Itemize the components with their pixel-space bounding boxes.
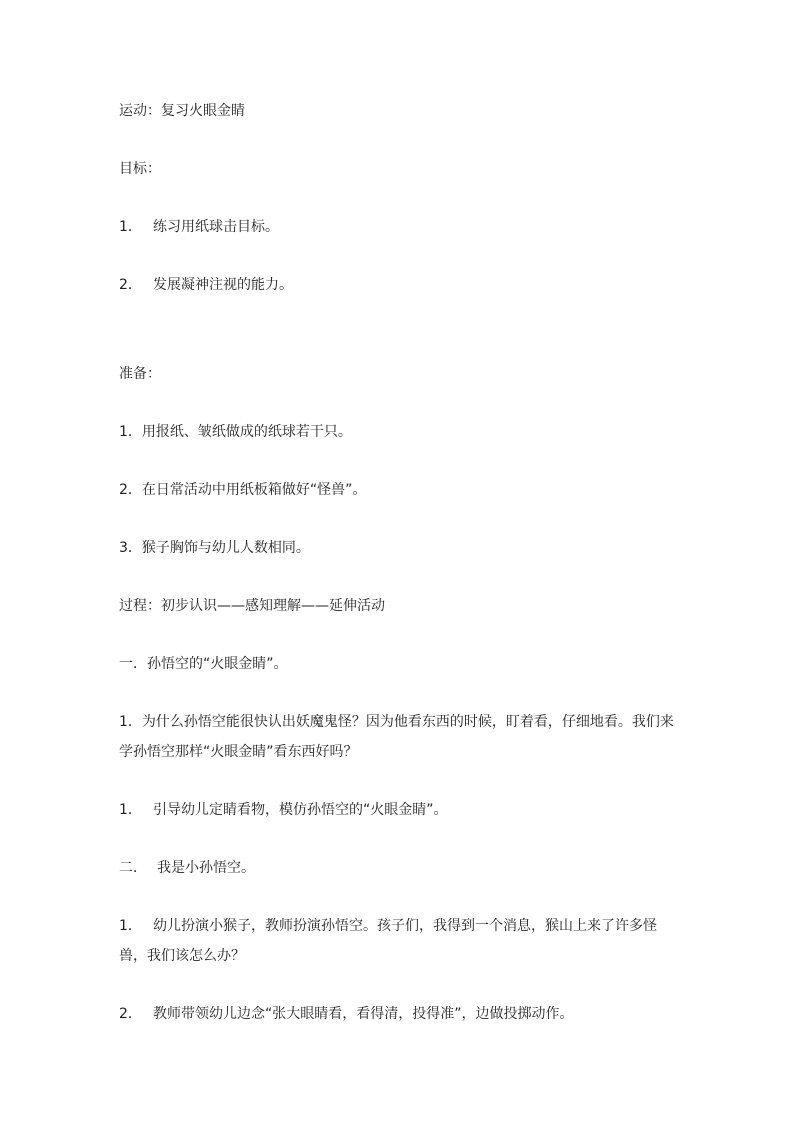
process-heading: 过程：初步认识——感知理解——延伸活动	[119, 598, 385, 614]
goal-item-text: 练习用纸球击目标。	[153, 219, 279, 235]
section-title-number: 二．	[119, 860, 147, 876]
goal-item	[119, 218, 679, 236]
section-item-text: 教师带领幼儿边念“张大眼睛看，看得清，投得准”，边做投掷动作。	[153, 1006, 574, 1022]
section-item-text: 幼儿扮演小猴子，教师扮演孙悟空。孩子们，我得到一个消息，猴山上来了许多怪兽，我们该怎么办？	[119, 918, 657, 964]
section-item-number: 1．	[119, 918, 142, 934]
prep-item: 2．在日常活动中用纸板箱做好“怪兽”。	[119, 482, 367, 498]
section-item-number: 1．	[119, 802, 142, 818]
goal-heading: 目标：	[119, 161, 161, 177]
section-item	[119, 1005, 679, 1023]
section-item-text: 引导幼儿定睛看物，模仿孙悟空的“火眼金睛”。	[153, 802, 448, 818]
section-paragraph	[119, 911, 679, 971]
prep-item: 3．猴子胸饰与幼儿人数相同。	[119, 540, 310, 556]
section-title-text: 我是小孙悟空。	[157, 860, 255, 876]
section-item	[119, 801, 679, 819]
goal-item-text: 发展凝神注视的能力。	[153, 277, 293, 293]
prep-heading: 准备：	[119, 366, 161, 382]
section-title: 一．孙悟空的“火眼金睛”。	[119, 656, 288, 672]
goal-item-number: 1．	[119, 219, 142, 235]
section-paragraph: 1．为什么孙悟空能很快认出妖魔鬼怪？因为他看东西的时候，盯着看，仔细地看。我们来学孙悟空那样“火眼金睛”看东西好吗？	[119, 714, 674, 760]
goal-item	[119, 276, 679, 294]
section-item-number: 2．	[119, 1006, 142, 1022]
goal-item-number: 2．	[119, 277, 142, 293]
prep-item: 1．用报纸、皱纸做成的纸球若干只。	[119, 424, 352, 440]
activity-title: 运动：复习火眼金睛	[119, 103, 245, 119]
section-title	[119, 859, 679, 877]
